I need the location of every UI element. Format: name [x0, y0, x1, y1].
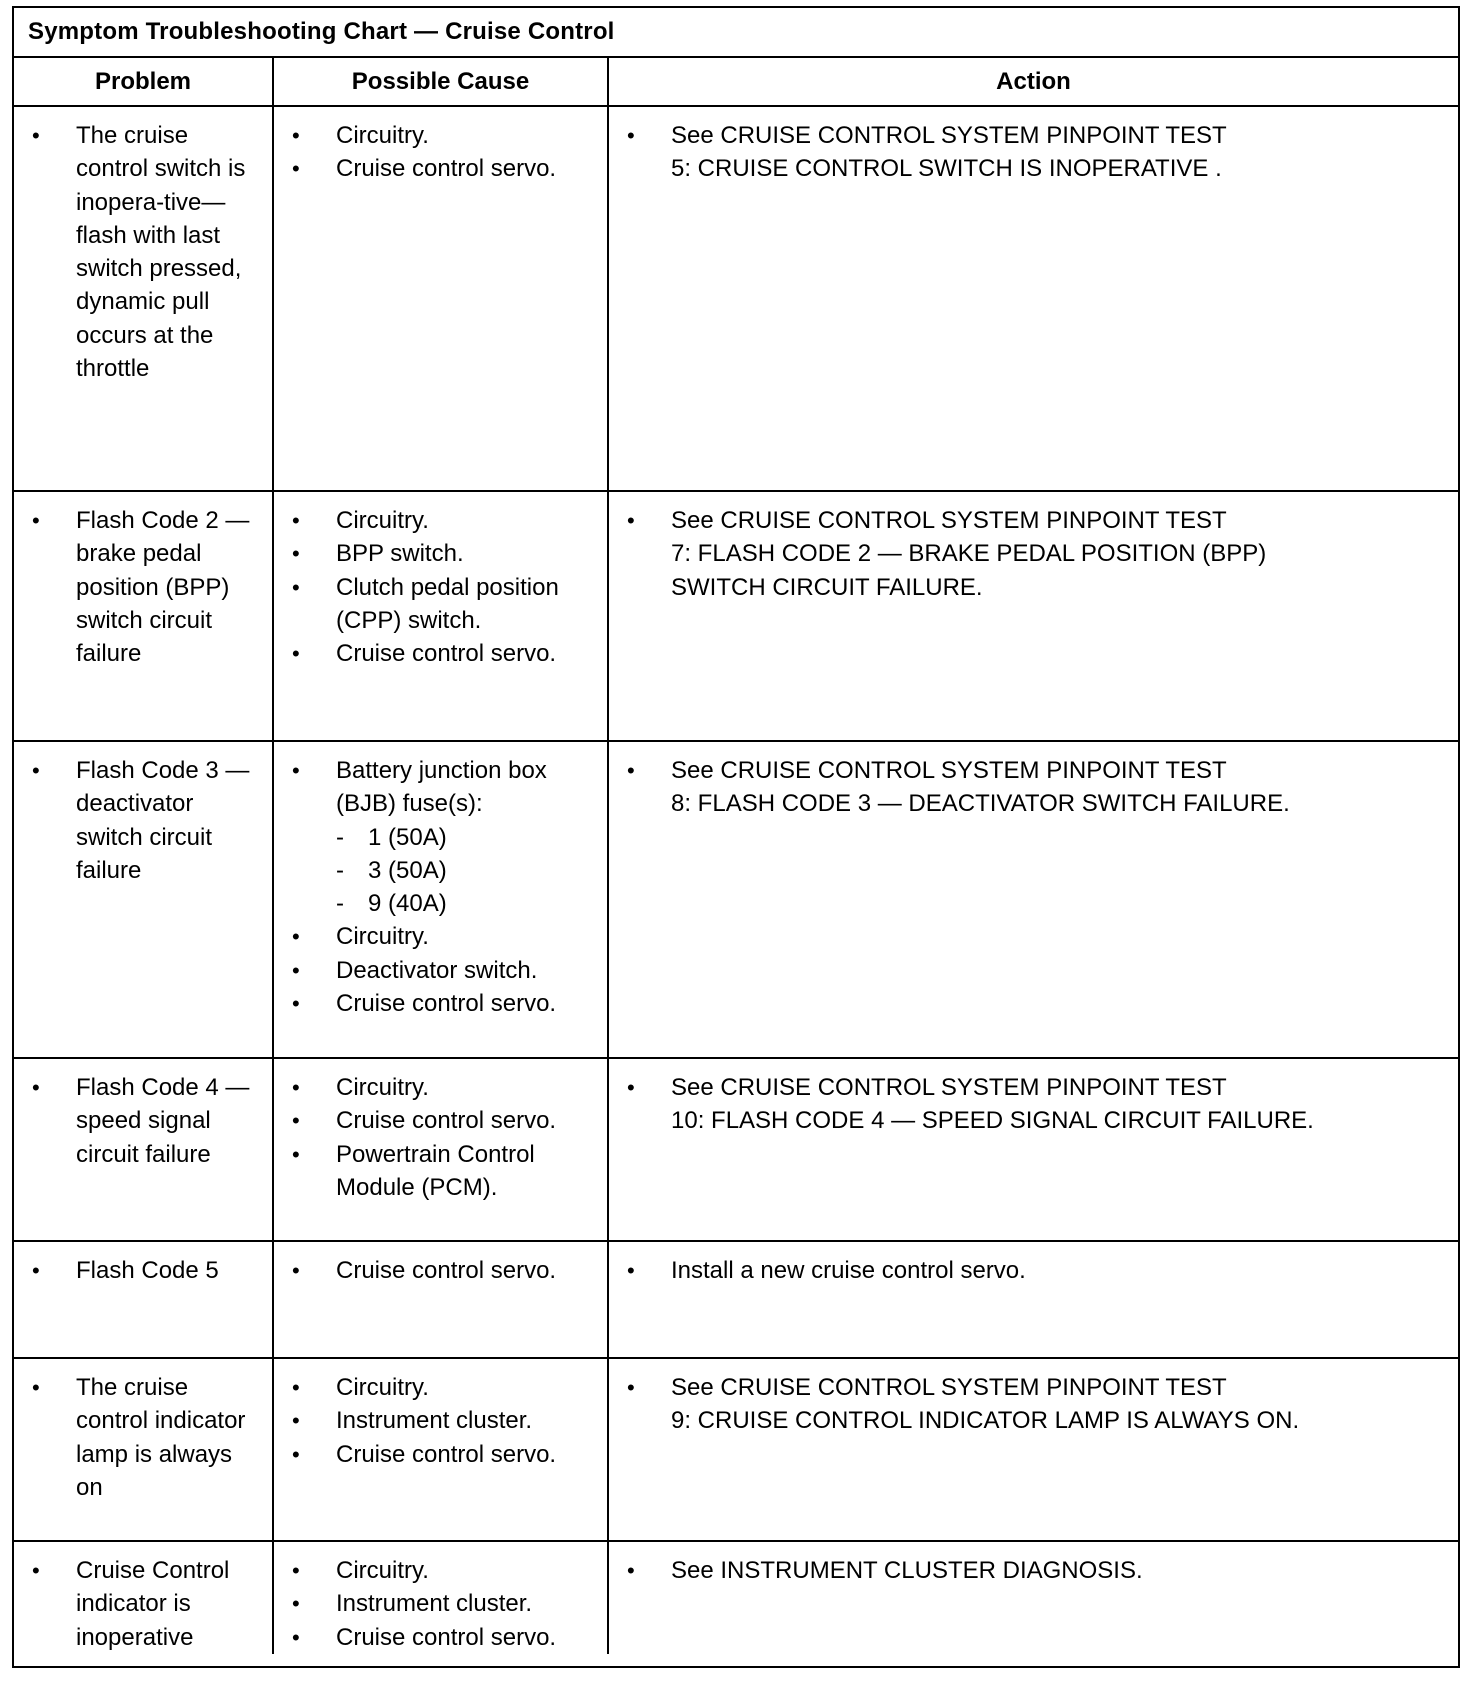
problem-text: • Flash Code 2 — brake pedal position (BPP) switch circuit failure	[26, 504, 262, 670]
problem-cell	[14, 1241, 273, 1358]
action-line: • See CRUISE CONTROL SYSTEM PINPOINT TEST	[671, 1374, 1227, 1401]
table-row	[14, 1241, 1458, 1358]
cause-item: • Cruise control servo.	[286, 987, 597, 1020]
cause-item: • Circuitry.	[286, 119, 597, 152]
action-item	[621, 119, 1448, 186]
table-row	[14, 741, 1458, 1058]
action-line: 5: CRUISE CONTROL SWITCH IS INOPERATIVE .	[671, 155, 1222, 183]
action-line: • See CRUISE CONTROL SYSTEM PINPOINT TEST	[671, 757, 1227, 784]
table-row	[14, 1358, 1458, 1541]
action-cell	[608, 741, 1458, 1058]
action-cell	[608, 1241, 1458, 1358]
cause-cell	[273, 1058, 608, 1241]
action-line: • Install a new cruise control servo.	[671, 1257, 1026, 1284]
cause-cell	[273, 106, 608, 491]
action-item	[621, 1371, 1448, 1438]
cause-cell	[273, 741, 608, 1058]
action-line: • See INSTRUMENT CLUSTER DIAGNOSIS.	[671, 1557, 1143, 1584]
problem-cell	[14, 1358, 273, 1541]
cause-item: • Instrument cluster.	[286, 1404, 597, 1437]
problem-cell	[14, 741, 273, 1058]
troubleshooting-chart	[12, 6, 1460, 1668]
problem-text: • Flash Code 3 — deactivator switch circuit failure	[26, 754, 262, 887]
action-line: 9: CRUISE CONTROL INDICATOR LAMP IS ALWAYS ON.	[671, 1407, 1300, 1435]
action-line: • See CRUISE CONTROL SYSTEM PINPOINT TEST	[671, 507, 1227, 534]
cause-item: • Powertrain Control Module (PCM).	[286, 1138, 597, 1205]
fuse-label: 1 (50A)	[368, 823, 447, 851]
problem-text: • Cruise Control indicator is inoperative	[26, 1554, 262, 1654]
action-line: • See CRUISE CONTROL SYSTEM PINPOINT TEST	[671, 122, 1227, 149]
action-cell	[608, 106, 1458, 491]
action-line: SWITCH CIRCUIT FAILURE.	[671, 573, 983, 601]
problem-cell	[14, 106, 273, 491]
problem-text: • The cruise control switch is inopera-tive—flash with last switch pressed, dynamic pull occurs at the throttle	[26, 119, 262, 385]
fuse-label: 3 (50A)	[368, 856, 447, 884]
cause-item: • Cruise control servo.	[286, 1254, 597, 1287]
problem-text: • Flash Code 4 — speed signal circuit failure	[26, 1071, 262, 1171]
problem-cell	[14, 491, 273, 741]
table-row	[14, 491, 1458, 741]
action-line: • See CRUISE CONTROL SYSTEM PINPOINT TEST	[671, 1074, 1227, 1101]
action-cell	[608, 1541, 1458, 1654]
action-item	[621, 1554, 1448, 1587]
cause-item: • Circuitry.	[286, 504, 597, 537]
cause-item: • Cruise control servo.	[286, 1438, 597, 1471]
action-cell	[608, 491, 1458, 741]
cause-item: • Circuitry.	[286, 1554, 597, 1587]
action-cell	[608, 1058, 1458, 1241]
cause-item: • Cruise control servo.	[286, 1621, 597, 1654]
header-problem: Problem	[14, 58, 273, 106]
table-row	[14, 1541, 1458, 1654]
cause-item: • Instrument cluster.	[286, 1587, 597, 1620]
cause-item: • Circuitry.	[286, 920, 597, 953]
cause-item: • Circuitry.	[286, 1371, 597, 1404]
action-line: 10: FLASH CODE 4 — SPEED SIGNAL CIRCUIT FAILURE.	[671, 1107, 1314, 1135]
cause-item: • Cruise control servo.	[286, 1104, 597, 1137]
action-item	[621, 1254, 1448, 1287]
table-header-row	[14, 58, 1458, 106]
cause-item: • Clutch pedal position (CPP) switch.	[286, 571, 597, 638]
table-row	[14, 106, 1458, 491]
action-line: 8: FLASH CODE 3 — DEACTIVATOR SWITCH FAILURE.	[671, 790, 1290, 818]
action-item	[621, 754, 1448, 821]
header-possible-cause: Possible Cause	[273, 58, 608, 106]
header-action: Action	[608, 58, 1458, 106]
chart-title: Symptom Troubleshooting Chart — Cruise Control	[14, 8, 1458, 58]
action-cell	[608, 1358, 1458, 1541]
action-line: 7: FLASH CODE 2 — BRAKE PEDAL POSITION (BPP)	[671, 540, 1267, 568]
table-row	[14, 1058, 1458, 1241]
cause-item: • Deactivator switch.	[286, 954, 597, 987]
cause-cell	[273, 1241, 608, 1358]
cause-item: • Circuitry.	[286, 1071, 597, 1104]
problem-text: • Flash Code 5	[26, 1254, 262, 1287]
problem-text: • The cruise control indicator lamp is always on	[26, 1371, 262, 1504]
problem-cell	[14, 1541, 273, 1654]
action-item	[621, 1071, 1448, 1138]
fuse-item	[286, 887, 597, 920]
fuse-item	[286, 821, 597, 854]
problem-cell	[14, 1058, 273, 1241]
cause-item: • Cruise control servo.	[286, 637, 597, 670]
cause-cell	[273, 491, 608, 741]
cause-cell	[273, 1358, 608, 1541]
fuse-label: 9 (40A)	[368, 890, 447, 918]
cause-item: • BPP switch.	[286, 537, 597, 570]
cause-item: • Cruise control servo.	[286, 152, 597, 185]
cause-item: • Battery junction box (BJB) fuse(s):	[286, 754, 597, 821]
cause-cell	[273, 1541, 608, 1654]
action-item	[621, 504, 1448, 604]
fuse-item	[286, 854, 597, 887]
symptom-table	[14, 58, 1458, 1654]
